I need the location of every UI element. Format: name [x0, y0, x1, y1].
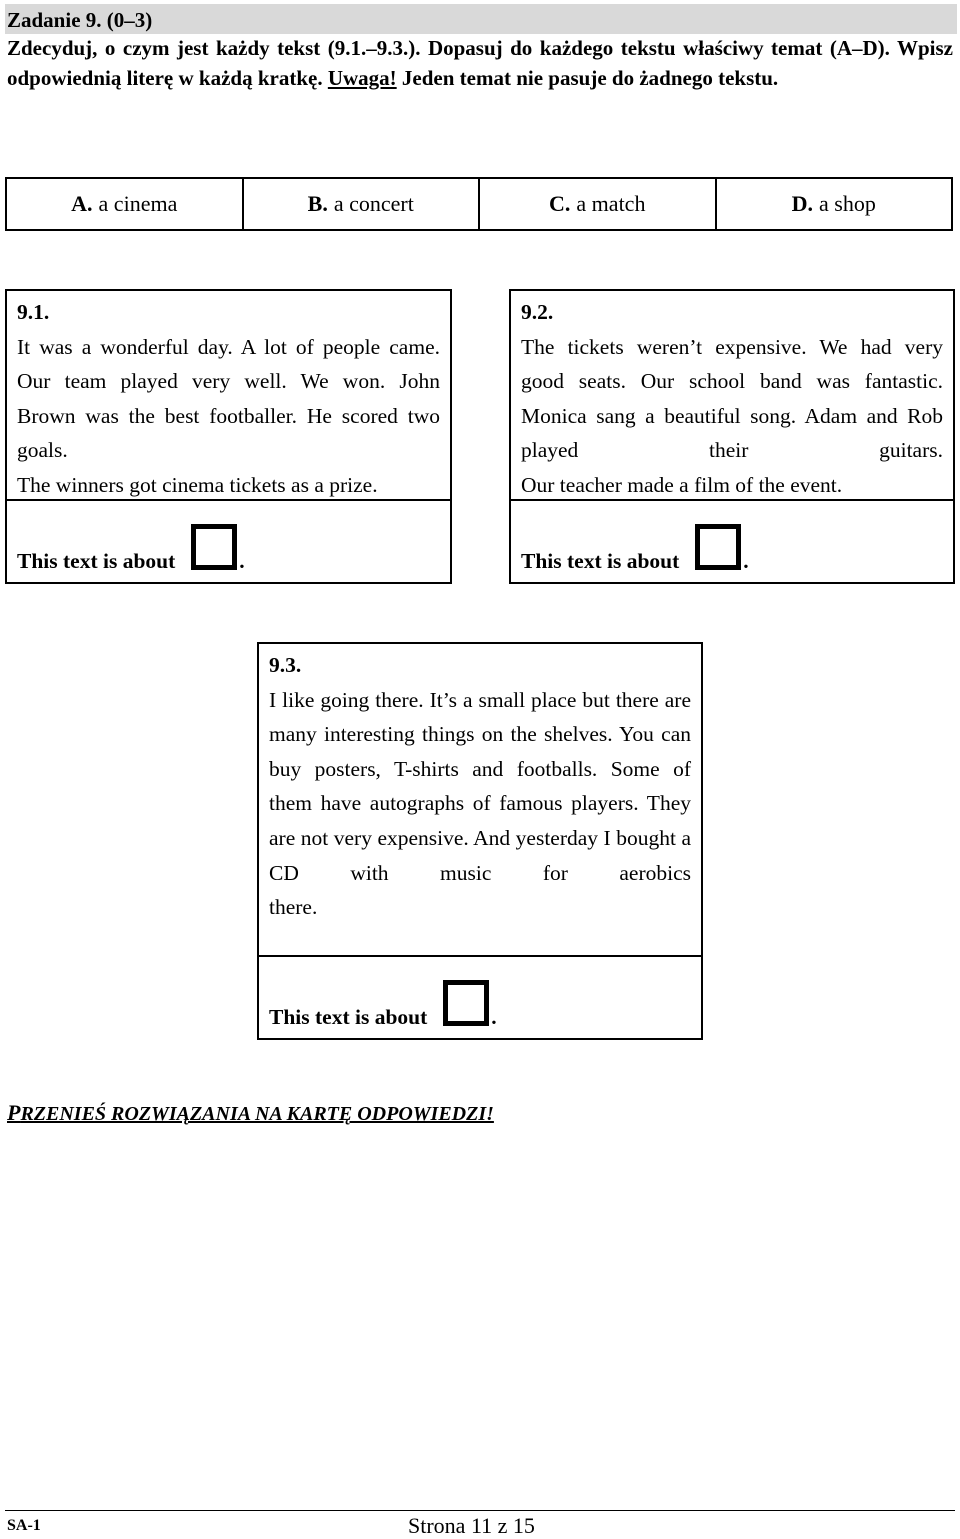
text-last-line: there. [269, 895, 318, 920]
instruction-warning: Uwaga! [327, 66, 397, 90]
answer-checkbox-9-2[interactable] [695, 524, 741, 570]
answer-prompt: This text is about [269, 1005, 428, 1029]
topic-label: a cinema [98, 191, 178, 216]
text-number: 9.3. [269, 653, 302, 677]
text-last-line: The winners got cinema tickets as a prize. [17, 472, 378, 497]
topic-option-a [7, 179, 244, 229]
answer-row [17, 524, 245, 574]
topic-option-b [244, 179, 481, 229]
text-last-line: Our teacher made a film of the event. [521, 472, 843, 497]
instruction-text: Zdecyduj, o czym jest każdy tekst (9.1.–9.3.). Dopasuj do każdego tekstu właściwy temat (A–D). Wpisz odpowiednią literę w każdą kratkę. [7, 36, 953, 90]
text-box-9-2 [509, 289, 955, 584]
text-body [511, 291, 953, 501]
text-body [7, 291, 450, 501]
topic-option-d [717, 179, 952, 229]
topic-options-table [5, 177, 953, 231]
topic-letter: B. [307, 191, 328, 216]
instruction-text-2: Jeden temat nie pasuje do żadnego tekstu. [396, 66, 779, 90]
footer-divider [5, 1510, 955, 1511]
topic-letter: D. [791, 191, 814, 216]
topic-letter: A. [71, 191, 93, 216]
page-number: Strona 11 z 15 [408, 1513, 535, 1538]
text-content: I like going there. It’s a small place but there are many interesting things on the shelves. You can buy posters, T-shirts and footballs. Some of them have autographs of famous players. They are not very expensive. And yesterday I bought a CD with music for aerobics [269, 687, 691, 885]
topic-label: a shop [819, 191, 876, 216]
exam-code: SA-1 [7, 1517, 41, 1534]
answer-row [269, 980, 497, 1030]
transfer-answers-note [7, 1100, 494, 1126]
period: . [743, 549, 749, 573]
period: . [491, 1005, 497, 1029]
text-box-9-3 [257, 642, 703, 1040]
text-content: The tickets weren’t expensive. We had very good seats. Our school band was fantastic. Monica sang a beautiful song. Adam and Rob played their guitars. [521, 334, 943, 463]
topic-label: a match [576, 191, 646, 216]
task-title: Zadanie 9. (0–3) [7, 8, 153, 32]
task-instructions [7, 33, 953, 93]
topic-option-c [480, 179, 717, 229]
answer-prompt: This text is about [17, 549, 176, 573]
period: . [239, 549, 245, 573]
text-box-9-1 [5, 289, 452, 584]
text-body [259, 644, 701, 957]
answer-checkbox-9-3[interactable] [443, 980, 489, 1026]
text-content: It was a wonderful day. A lot of people came. Our team played very well. We won. John Brown was the best footballer. He scored two goals. [17, 334, 440, 463]
note-text: RZENIEŚ ROZWIĄZANIA NA KARTĘ ODPOWIEDZI! [20, 1103, 494, 1125]
text-number: 9.1. [17, 300, 50, 324]
topic-letter: C. [549, 191, 571, 216]
text-number: 9.2. [521, 300, 554, 324]
answer-prompt: This text is about [521, 549, 680, 573]
answer-row [521, 524, 749, 574]
answer-checkbox-9-1[interactable] [191, 524, 237, 570]
note-initial: P [7, 1100, 21, 1125]
topic-label: a concert [333, 191, 414, 216]
